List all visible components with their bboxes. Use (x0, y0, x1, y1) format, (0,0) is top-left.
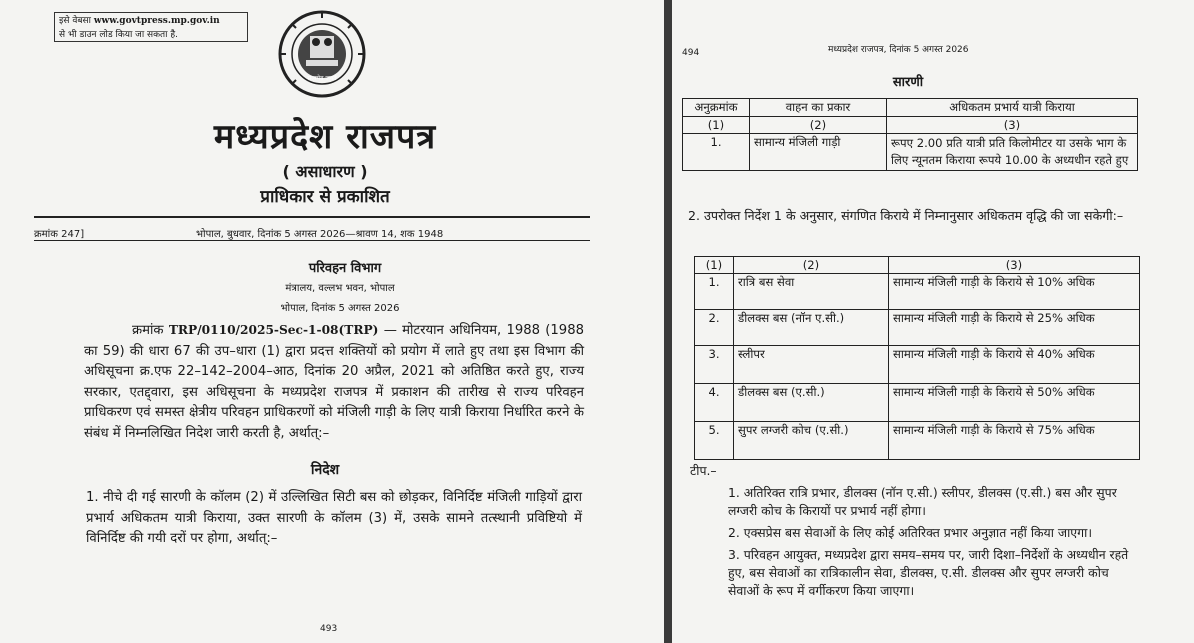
divider (34, 240, 590, 241)
notice-line2: से भी डाउन लोड किया जा सकता है. (59, 30, 178, 40)
col-header-sno: अनुक्रमांक (683, 99, 750, 117)
table-title: सारणी (892, 75, 924, 90)
increase-table (694, 256, 1140, 460)
notification-reference: TRP/0110/2025-Sec-1-08(TRP) (168, 323, 379, 337)
col-number: (3) (889, 257, 1140, 274)
cell-increase: सामान्य मंजिली गाड़ी के किराये से 50% अधिक (889, 384, 1140, 422)
cell-vehicle: रात्रि बस सेवा (734, 274, 889, 310)
cell-vehicle: सामान्य मंजिली गाड़ी (750, 134, 887, 171)
notification-intro (84, 320, 584, 444)
col-number: (2) (750, 117, 887, 134)
col-number: (1) (683, 117, 750, 134)
table-row (695, 346, 1140, 384)
notes-heading: टीप.– (690, 463, 717, 478)
cell-sno: 3. (695, 346, 734, 384)
cell-increase: सामान्य मंजिली गाड़ी के किराये से 75% अधिक (889, 422, 1140, 460)
table-row (695, 310, 1140, 346)
page-number-right: 494 (682, 48, 700, 58)
divider (34, 216, 590, 218)
note-item: 2. एक्सप्रेस बस सेवाओं के लिए कोई अतिरिक्त प्रभार अनुज्ञात नहीं किया जाएगा। (728, 525, 1093, 540)
download-notice (54, 12, 248, 42)
note-item: 3. परिवहन आयुक्त, मध्यप्रदेश द्वारा समय–समय पर, जारी दिशा–निर्देशों के अध्यधीन रहते हुए, बस सेवाओं का रात्रिकालीन सेवा, डीलक्स, ए.सी. डीलक्स और सुपर लग्जरी कोच सेवाओं के रूप में वर्गीकरण किया जाएगा। (728, 547, 1129, 598)
col-header-vehicle: वाहन का प्रकार (750, 99, 887, 117)
notification-date: भोपाल, दिनांक 5 अगस्त 2026 (280, 303, 400, 314)
gazette-title: मध्यप्रदेश राजपत्र (213, 117, 437, 157)
col-number: (3) (887, 117, 1138, 134)
cell-increase: सामान्य मंजिली गाड़ी के किराये से 40% अधिक (889, 346, 1140, 384)
cell-sno: 2. (695, 310, 734, 346)
cell-vehicle: डीलक्स बस (ए.सी.) (734, 384, 889, 422)
right-page (672, 0, 1194, 643)
table-number-row (695, 257, 1140, 274)
office-address: मंत्रालय, वल्लभ भवन, भोपाल (285, 283, 395, 294)
col-header-fare: अधिकतम प्रभार्य यात्री किराया (887, 99, 1138, 117)
cell-sno: 5. (695, 422, 734, 460)
direction-1: 1. नीचे दी गई सारणी के कॉलम (2) में उल्लिखित सिटी बस को छोड़कर, विनिर्दिष्ट मंजिली गाड़ियों द्वारा प्रभार्य अधिकतम यात्री किराया, उक्त सारणी के कॉलम (3) में, उसके सामने तत्स्थानी प्रविष्टियो में विनिर्दिष्ट की गयी दरों पर होगा, अर्थात्:– (86, 490, 582, 546)
table-row (695, 274, 1140, 310)
cell-sno: 4. (695, 384, 734, 422)
notice-url[interactable]: www.govtpress.mp.gov.in (93, 16, 220, 26)
emblem-caption: सत्यमेव जयते (307, 75, 337, 82)
cell-vehicle: सुपर लग्जरी कोच (ए.सी.) (734, 422, 889, 460)
running-head: मध्यप्रदेश राजपत्र, दिनांक 5 अगस्त 2026 (828, 45, 969, 55)
cell-vehicle: स्लीपर (734, 346, 889, 384)
page-number-left: 493 (320, 624, 338, 634)
directions-heading: निदेश (310, 462, 340, 478)
cell-sno: 1. (695, 274, 734, 310)
table-header-row (683, 99, 1138, 117)
department-title: परिवहन विभाग (308, 261, 382, 276)
table-number-row (683, 117, 1138, 134)
fare-table (682, 98, 1138, 171)
issue-meta: भोपाल, बुधवार, दिनांक 5 अगस्त 2026—श्रावण 14, शक 1948 (196, 229, 444, 240)
cell-fare: रूपए 2.00 प्रति यात्री प्रति किलोमीटर या उसके भाग के लिए न्यूनतम किराया रूपये 10.00 के अध्यधीन रहते हुए (887, 134, 1138, 171)
col-number: (2) (734, 257, 889, 274)
cell-increase: सामान्य मंजिली गाड़ी के किराये से 25% अधिक (889, 310, 1140, 346)
intro-prefix: क्रमांक (132, 323, 164, 338)
notice-text: इसे वेबसा (59, 16, 91, 26)
notes-list (728, 484, 1142, 600)
col-number: (1) (695, 257, 734, 274)
direction-2: 2. उपरोक्त निर्देश 1 के अनुसार, संगणित किराये में निम्नानुसार अधिकतम वृद्धि की जा सकेगी:– (688, 208, 1124, 223)
cell-increase: सामान्य मंजिली गाड़ी के किराये से 10% अधिक (889, 274, 1140, 310)
gazette-authority: प्राधिकार से प्रकाशित (260, 187, 390, 207)
cell-vehicle: डीलक्स बस (नॉन ए.सी.) (734, 310, 889, 346)
issue-number: क्रमांक 247] (34, 229, 85, 240)
gazette-subtitle: ( असाधारण ) (282, 162, 368, 181)
table-row (695, 422, 1140, 460)
state-emblem-icon (272, 10, 372, 102)
note-item: 1. अतिरिक्त रात्रि प्रभार, डीलक्स (नॉन ए.सी.) स्लीपर, डीलक्स (ए.सी.) बस और सुपर लग्जरी कोच के किरायों पर प्रभार्य नहीं होगा। (728, 485, 1117, 518)
table-row (695, 384, 1140, 422)
intro-text: — मोटरयान अधिनियम, 1988 (1988 का 59) की धारा 67 की उप–धारा (1) द्वारा प्रदत्त शक्तियों को प्रयोग में लाते हुए तथा इस विभाग की अधिसूचना क्र.एफ 22–142–2004–आठ, दिनांक 20 अप्रैल, 2021 को अतिष्ठित करते हुए, राज्य सरकार, एतद्द्वारा, इस अधिसूचना के मध्यप्रदेश राजपत्र में प्रकाशन की तारीख से राज्य परिवहन प्राधिकरण एवं समस्त क्षेत्रीय परिवहन प्राधिकरणों को मंजिली गाड़ी के लिए यात्री किराया निर्धारित करने के संबंध में निम्नलिखित निदेश जारी करती है, अर्थात्:– (84, 323, 584, 441)
cell-sno: 1. (683, 134, 750, 171)
table-row (683, 134, 1138, 171)
